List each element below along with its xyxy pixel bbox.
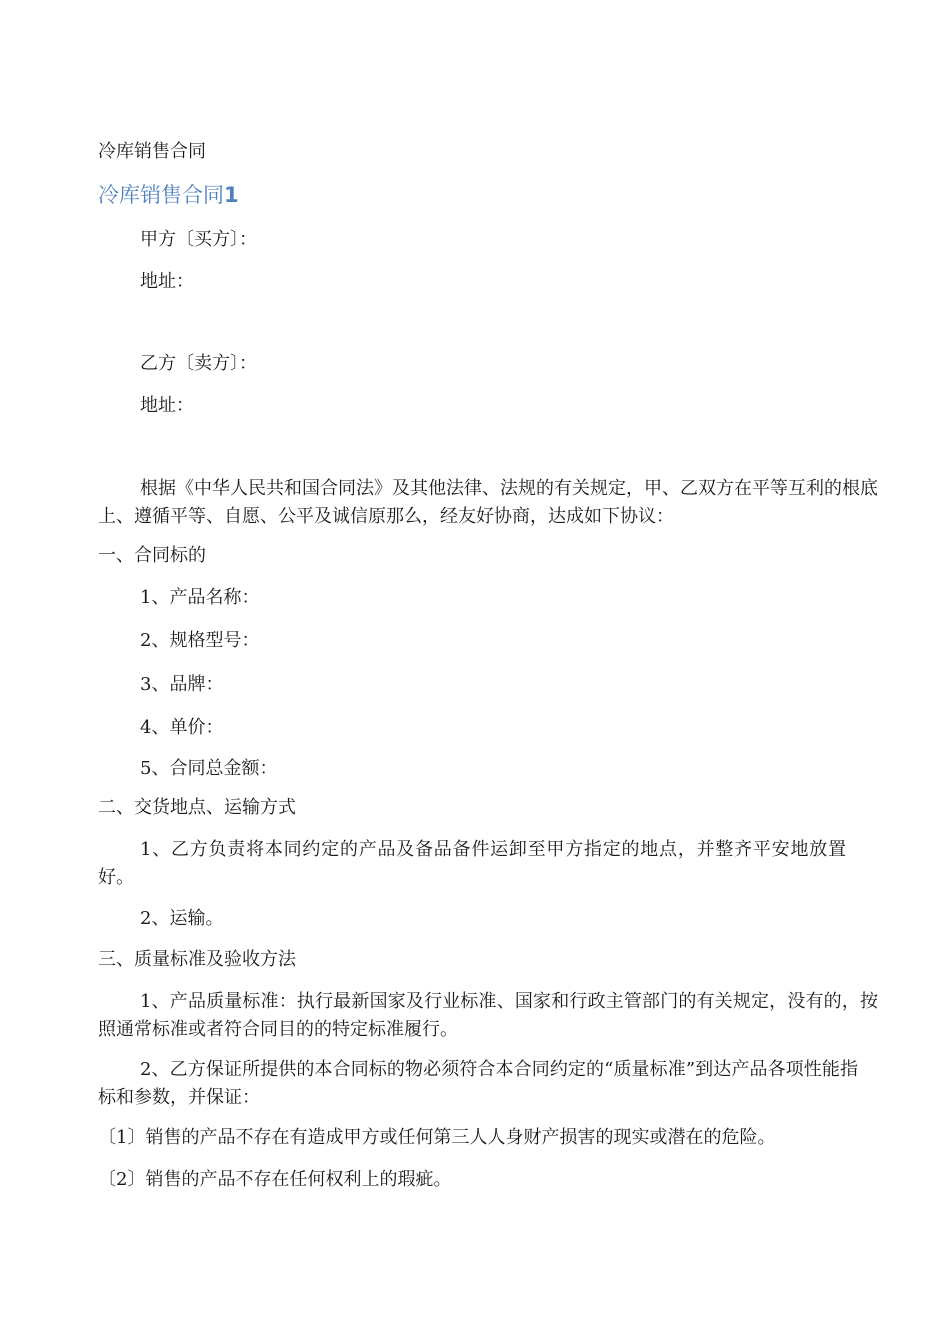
party-b-label: 乙方〔卖方〕：	[140, 353, 257, 374]
section-1-item: 2、规格型号：	[140, 630, 260, 651]
section-2-paragraph: 2、运输。	[140, 908, 224, 929]
party-b-address-label: 地址：	[140, 395, 194, 416]
section-1-item: 5、合同总金额：	[140, 758, 278, 779]
section-2-title: 二、交货地点、运输方式	[98, 797, 296, 818]
section-3-paragraph	[98, 1056, 858, 1112]
section-3-paragraph	[98, 988, 878, 1044]
party-a-label: 甲方〔买方〕：	[140, 229, 257, 250]
section-1-item: 3、品牌：	[140, 674, 224, 695]
party-a-address-label: 地址：	[140, 271, 194, 292]
section-2-paragraph	[98, 836, 846, 892]
section-heading	[98, 182, 239, 208]
intro-paragraph	[98, 475, 878, 531]
heading-text: 冷库销售合同	[98, 183, 224, 207]
document-title: 冷库销售合同	[98, 141, 206, 162]
section-3-title: 三、质量标准及验收方法	[98, 949, 296, 970]
section-1-item: 1、产品名称：	[140, 587, 260, 608]
intro-text: 根据《中华人民共和国合同法》及其他法律、法规的有关规定，甲、乙双方在平等互利的根底上、遵循平等、自愿、公平及诚信原那么，经友好协商，达成如下协议：	[98, 478, 878, 527]
heading-number: 1	[224, 183, 239, 207]
section-2-paragraph-text: 1、乙方负责将本同约定的产品及备品备件运卸至甲方指定的地点，并整齐平安地放置好。	[98, 839, 846, 888]
section-3-clause: 〔2〕销售的产品不存在任何权利上的瑕疵。	[98, 1169, 452, 1190]
section-1-title: 一、合同标的	[98, 545, 206, 566]
section-3-paragraph-text: 1、产品质量标准：执行最新国家及行业标准、国家和行政主管部门的有关规定，没有的，按照通常标准或者符合同目的的特定标准履行。	[98, 991, 878, 1040]
section-3-clause: 〔1〕销售的产品不存在有造成甲方或任何第三人人身财产损害的现实或潜在的危险。	[98, 1127, 776, 1148]
section-1-item: 4、单价：	[140, 717, 224, 738]
section-3-paragraph-text: 2、乙方保证所提供的本合同标的物必须符合本合同约定的“质量标准”到达产品各项性能指标和参数，并保证：	[98, 1059, 858, 1108]
